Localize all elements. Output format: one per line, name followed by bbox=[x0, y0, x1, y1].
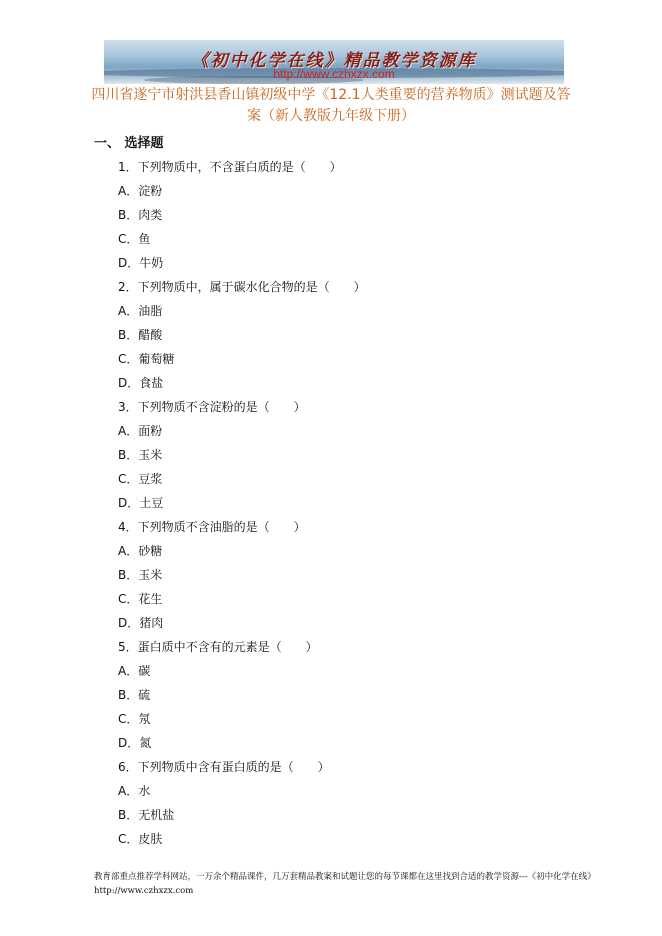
question-text: 4．下列物质不含油脂的是（ ） bbox=[118, 520, 306, 534]
answer-option: A．面粉 bbox=[118, 424, 163, 438]
question-text: 3．下列物质不含淀粉的是（ ） bbox=[118, 400, 306, 414]
answer-option: A．砂糖 bbox=[118, 544, 163, 558]
answer-option: D．氮 bbox=[118, 736, 152, 750]
answer-option: C．豆浆 bbox=[118, 472, 163, 486]
answer-option: B．肉类 bbox=[118, 208, 163, 222]
answer-option: B．玉米 bbox=[118, 568, 163, 582]
answer-option: B．玉米 bbox=[118, 448, 163, 462]
section-heading: 一、 选择题 bbox=[94, 136, 164, 151]
banner-title: 《初中化学在线》精品教学资源库 bbox=[191, 51, 477, 71]
question-text: 6．下列物质中含有蛋白质的是（ ） bbox=[118, 760, 330, 774]
answer-option: D．土豆 bbox=[118, 496, 164, 510]
answer-option: B．醋酸 bbox=[118, 328, 163, 342]
answer-option: D．牛奶 bbox=[118, 256, 164, 270]
page-footer: 教育部重点推荐学科网站，一万余个精品课件，几万套精品教案和试题让您的每节课都在这里找到合适的教学资源---《初中化学在线》http://www.czhxzx.com bbox=[94, 872, 592, 896]
question-text: 2．下列物质中，属于碳水化合物的是（ ） bbox=[118, 280, 366, 294]
answer-option: B．无机盐 bbox=[118, 808, 175, 822]
answer-option: A．淀粉 bbox=[118, 184, 163, 198]
answer-option: D．猪肉 bbox=[118, 616, 164, 630]
document-title: 四川省遂宁市射洪县香山镇初级中学《12.1人类重要的营养物质》测试题及答案（新人教版九年级下册） bbox=[91, 87, 571, 124]
answer-option: C．花生 bbox=[118, 592, 163, 606]
answer-option: D．食盐 bbox=[118, 376, 164, 390]
question-text: 5．蛋白质中不含有的元素是（ ） bbox=[118, 640, 318, 654]
answer-option: C．皮肤 bbox=[118, 832, 163, 846]
answer-option: C．鱼 bbox=[118, 232, 151, 246]
answer-option: C．氖 bbox=[118, 712, 151, 726]
answer-option: C．葡萄糖 bbox=[118, 352, 175, 366]
question-text: 1．下列物质中，不含蛋白质的是（ ） bbox=[118, 160, 342, 174]
answer-option: A．油脂 bbox=[118, 304, 163, 318]
answer-option: A．碳 bbox=[118, 664, 151, 678]
banner-url-link[interactable]: http://www.czhxzx.com bbox=[273, 67, 395, 81]
answer-option: A．水 bbox=[118, 784, 151, 798]
answer-option: B．硫 bbox=[118, 688, 151, 702]
